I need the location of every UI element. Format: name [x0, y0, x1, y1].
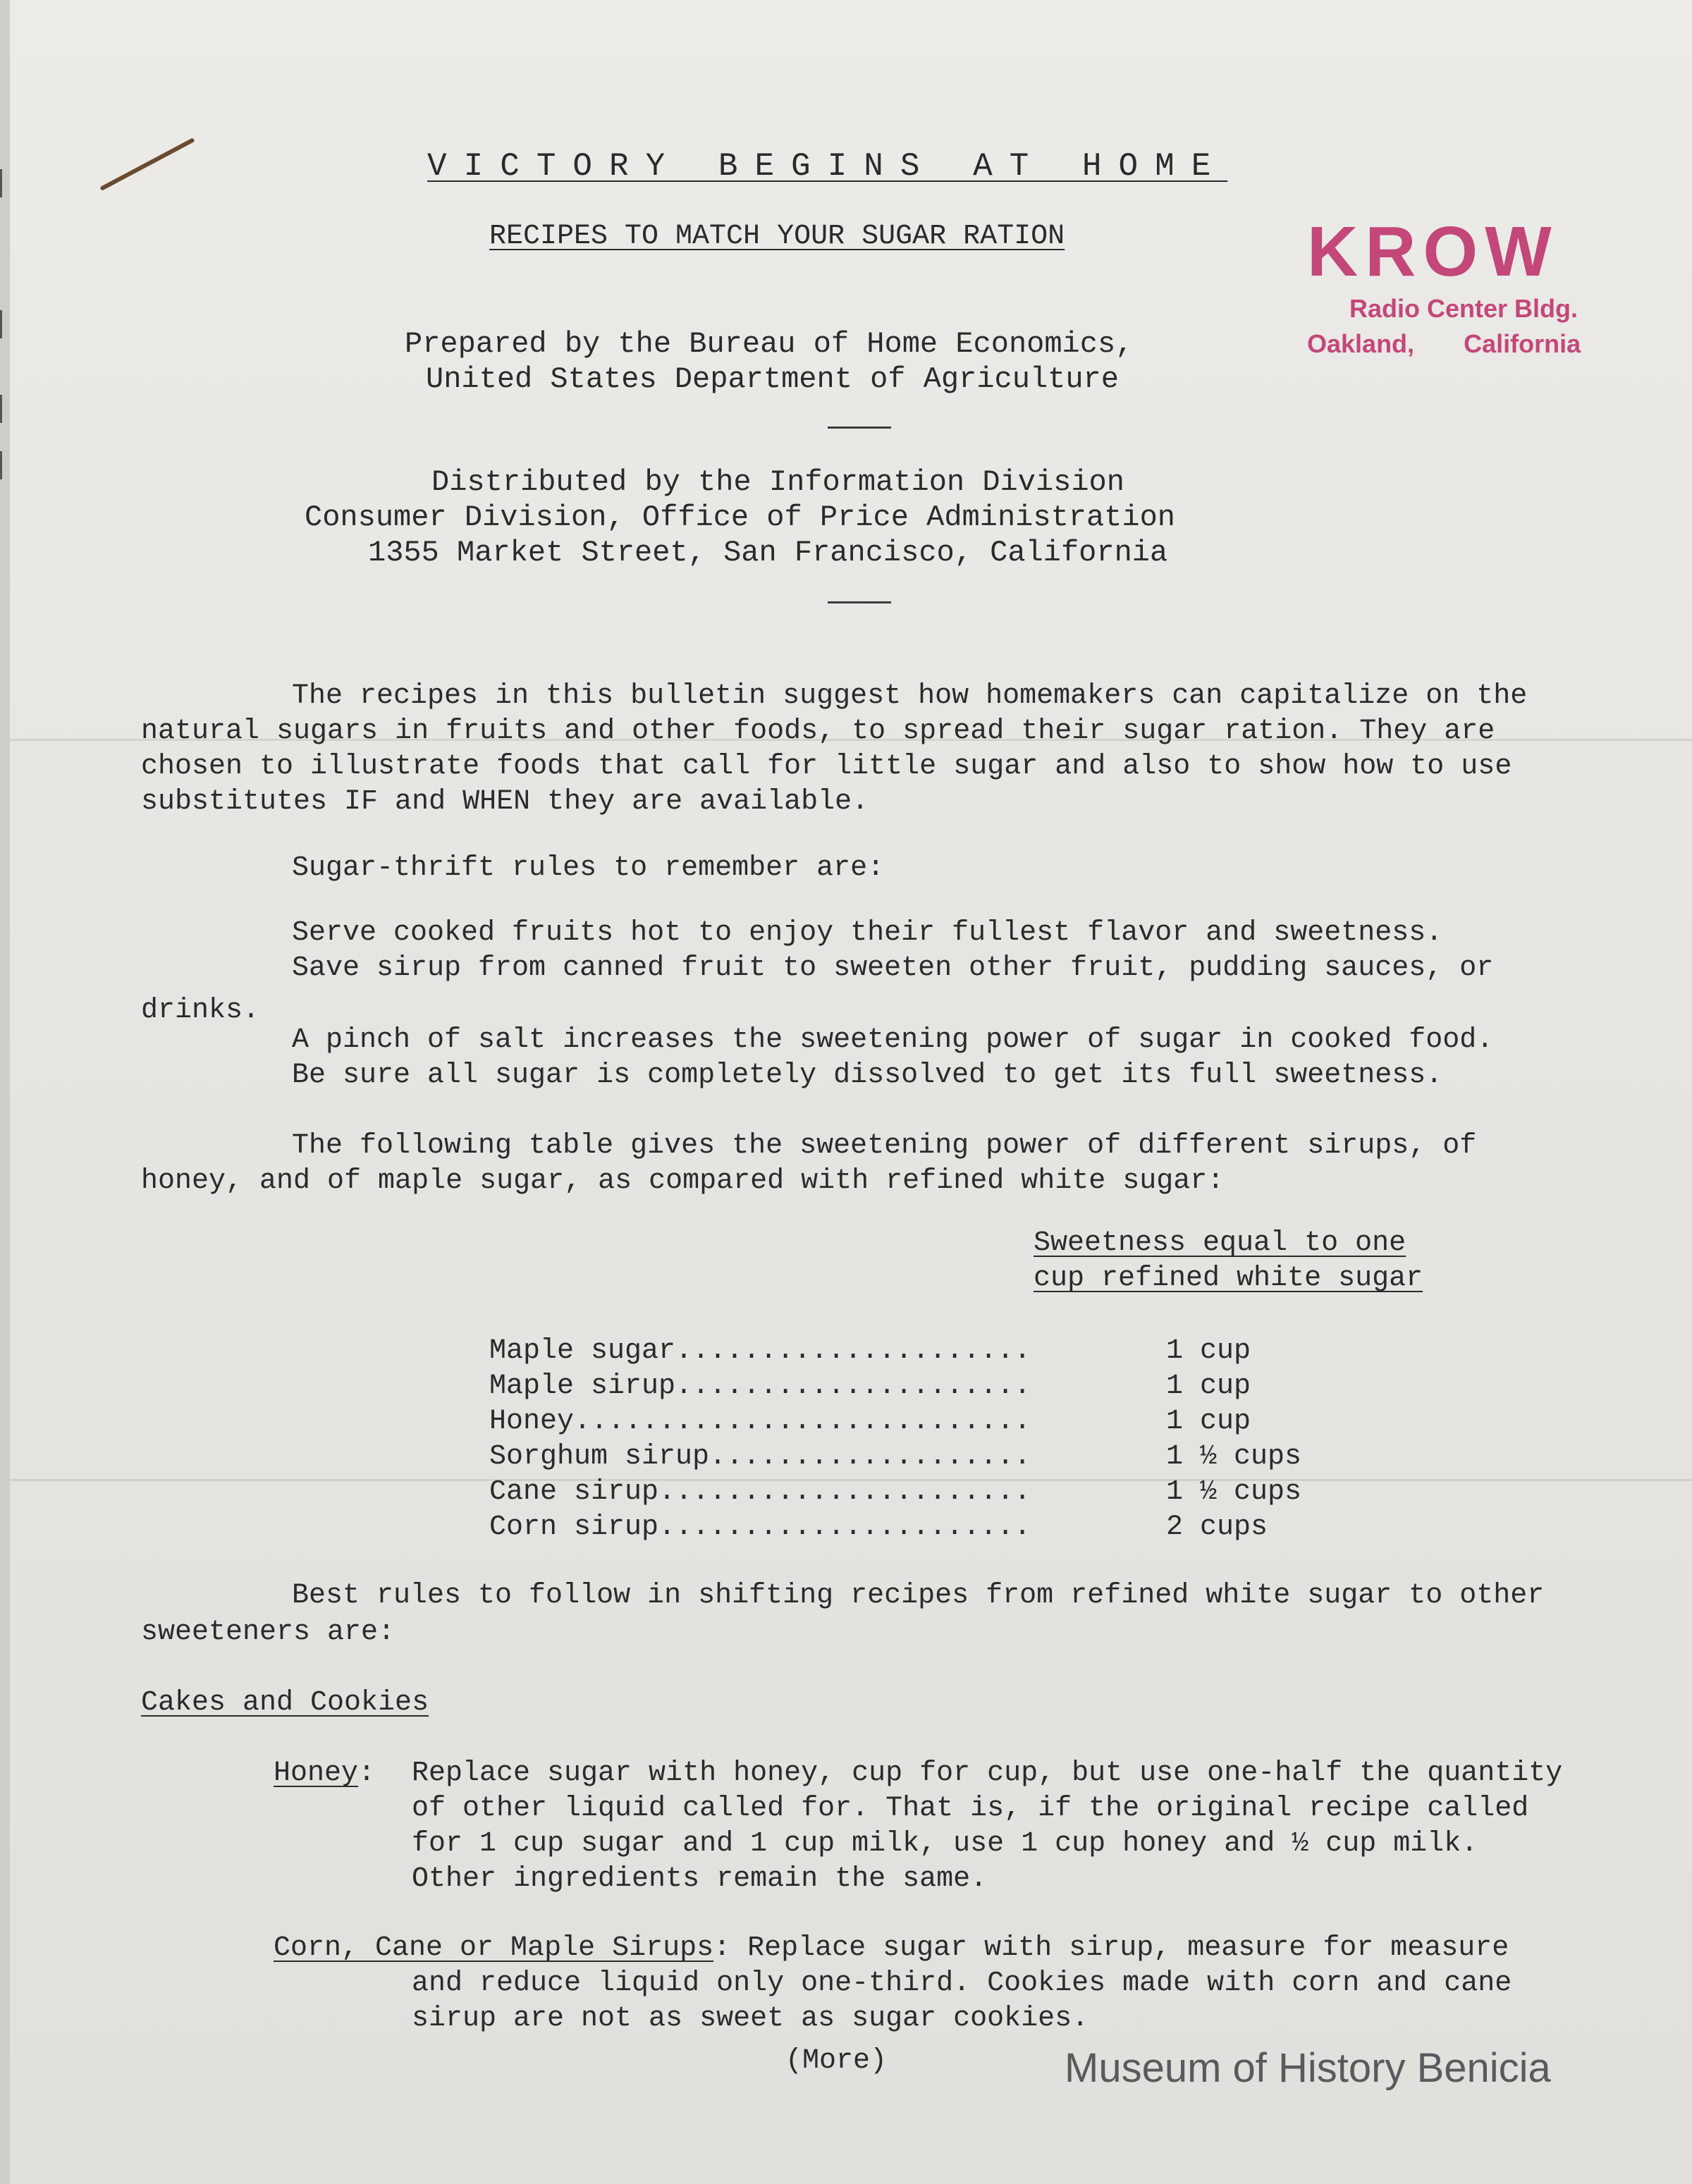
divider — [828, 427, 891, 429]
rules-heading: Sugar-thrift rules to remember are: — [292, 852, 885, 884]
best-rules-line-1: Best rules to follow in shifting recipes from refined white sugar to other — [292, 1580, 1545, 1612]
edge-mark — [0, 169, 9, 197]
sirup-line-1 — [274, 1930, 1509, 1967]
divider — [828, 601, 891, 603]
table-intro-line-2: honey, and of maple sugar, as compared with refined white sugar: — [141, 1165, 1225, 1197]
table-amount: 1 cup — [1166, 1406, 1251, 1437]
honey-line-4: Other ingredients remain the same. — [412, 1863, 988, 1895]
document-title: VICTORY BEGINS AT HOME — [427, 148, 1228, 185]
edge-mark — [0, 395, 9, 423]
table-item: Sorghum sirup................... — [489, 1441, 1031, 1473]
table-header-line-2: cup refined white sugar — [1034, 1263, 1423, 1294]
sirup-line-2: and reduce liquid only one-third. Cookies made with corn and cane — [412, 1968, 1512, 1999]
krow-stamp — [1307, 211, 1581, 359]
intro-line-2: natural sugars in fruits and other foods, to spread their sugar ration. They are — [141, 716, 1495, 747]
honey-line-3: for 1 cup sugar and 1 cup milk, use 1 cup honey and ½ cup milk. — [412, 1828, 1478, 1860]
honey-label-colon: : — [358, 1757, 376, 1789]
section-heading: Cakes and Cookies — [141, 1687, 429, 1719]
table-header-line-1: Sweetness equal to one — [1034, 1227, 1406, 1259]
table-item: Maple sugar..................... — [489, 1335, 1031, 1367]
more-marker: (More) — [785, 2045, 888, 2077]
table-amount: 1 ½ cups — [1166, 1476, 1302, 1508]
prepared-line-2: United States Department of Agriculture — [426, 362, 1119, 396]
table-row — [489, 1334, 1335, 1369]
rule-2: Save sirup from canned fruit to sweeten other fruit, pudding sauces, or — [292, 952, 1494, 984]
table-amount: 1 cup — [1166, 1370, 1251, 1402]
stamp-city — [1307, 329, 1581, 359]
rule-3: A pinch of salt increases the sweetening power of sugar in cooked food. — [292, 1024, 1494, 1056]
table-amount: 2 cups — [1166, 1511, 1268, 1543]
table-row — [489, 1369, 1335, 1404]
honey-line-1: Replace sugar with honey, cup for cup, but use one-half the quantity — [412, 1757, 1563, 1789]
pen-mark — [99, 137, 195, 191]
intro-line-1: The recipes in this bulletin suggest how homemakers can capitalize on the — [292, 680, 1528, 712]
intro-line-3: chosen to illustrate foods that call for little sugar and also to show how to use — [141, 751, 1512, 783]
stamp-station-name: KROW — [1307, 212, 1559, 291]
table-amount: 1 cup — [1166, 1335, 1251, 1367]
edge-mark — [0, 310, 9, 338]
sirup-text: : Replace sugar with sirup, measure for measure — [713, 1932, 1509, 1964]
museum-watermark: Museum of History Benicia — [1065, 2045, 1551, 2091]
page-edge — [0, 0, 10, 2184]
table-item: Cane sirup...................... — [489, 1476, 1031, 1508]
rule-4: Be sure all sugar is completely dissolved to get its full sweetness. — [292, 1060, 1443, 1091]
stamp-state: California — [1464, 329, 1581, 358]
honey-label — [274, 1755, 375, 1792]
rule-2-continued: drinks. — [141, 995, 260, 1026]
table-item: Corn sirup...................... — [489, 1511, 1031, 1543]
rule-1: Serve cooked fruits hot to enjoy their fullest flavor and sweetness. — [292, 917, 1443, 949]
best-rules-line-2: sweeteners are: — [141, 1616, 396, 1648]
table-row — [489, 1404, 1335, 1440]
table-row — [489, 1510, 1335, 1545]
table-row — [489, 1475, 1335, 1510]
honey-line-2: of other liquid called for. That is, if the original recipe called — [412, 1793, 1529, 1824]
edge-mark — [0, 451, 9, 479]
prepared-line-1: Prepared by the Bureau of Home Economics, — [405, 327, 1134, 361]
honey-label-text: Honey — [274, 1757, 359, 1789]
distributed-line-3: 1355 Market Street, San Francisco, California — [368, 536, 1168, 570]
document-page — [10, 0, 1692, 2184]
table-row — [489, 1440, 1335, 1475]
table-item: Maple sirup..................... — [489, 1370, 1031, 1402]
table-item: Honey........................... — [489, 1406, 1031, 1437]
stamp-address: Radio Center Bldg. — [1349, 294, 1578, 323]
table-amount: 1 ½ cups — [1166, 1441, 1302, 1473]
distributed-line-1: Distributed by the Information Division — [431, 465, 1124, 499]
sirup-line-3: sirup are not as sweet as sugar cookies. — [412, 2003, 1089, 2035]
document-subtitle: RECIPES TO MATCH YOUR SUGAR RATION — [489, 221, 1065, 252]
intro-line-4: substitutes IF and WHEN they are available. — [141, 786, 869, 818]
stamp-city-name: Oakland, — [1307, 329, 1415, 358]
distributed-line-2: Consumer Division, Office of Price Administration — [305, 501, 1176, 534]
table-intro-line-1: The following table gives the sweetening power of different sirups, of — [292, 1130, 1477, 1162]
sirup-label: Corn, Cane or Maple Sirups — [274, 1932, 714, 1964]
